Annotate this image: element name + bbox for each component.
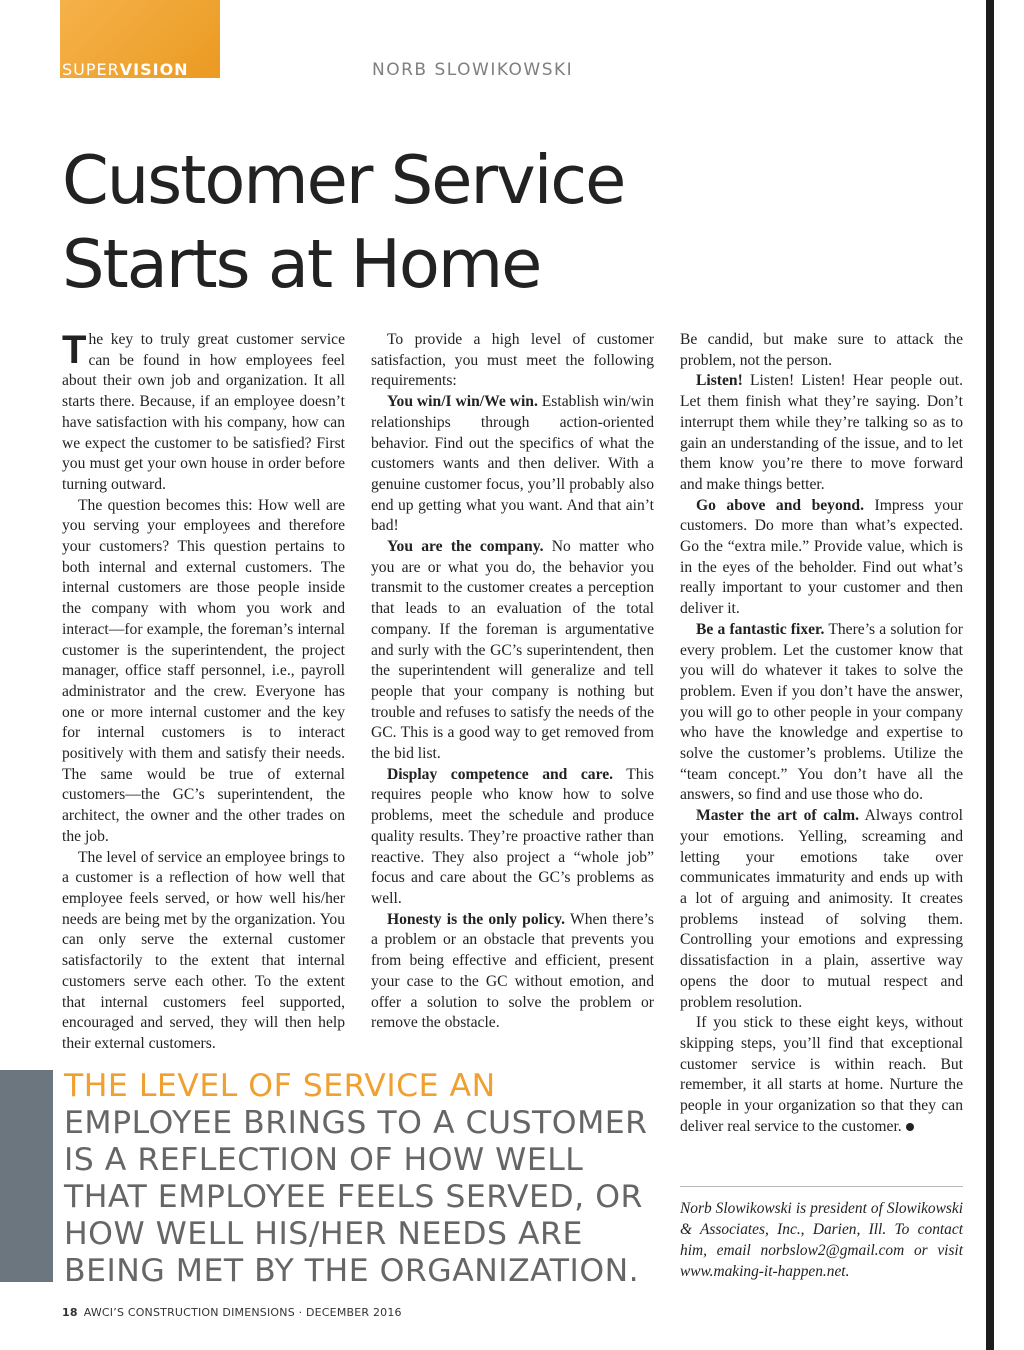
key-lead: Be a fantastic fixer.	[696, 620, 825, 638]
pullquote-text: EMPLOYEE BRINGS TO A CUSTOMER IS A REFLECTION OF HOW WELL THAT EMPLOYEE FEELS SERVED, OR HOW WELL HIS/HER NEEDS ARE BEING MET BY THE ORGANIZATION.	[64, 1105, 648, 1289]
paragraph-text: If you stick to these eight keys, without skipping steps, you’ll find that exceptional customer service is within reach. But remember, it all starts at home. Nurture the people in your organization so that they can deliver real service to the customer.	[680, 1014, 963, 1135]
paragraph-text: This requires people who know how to solve problems, meet the schedule and produce quality results. They’re proactive rather than reactive. They also project a “whole job” focus and care about the GC’s problems as well.	[371, 765, 654, 907]
title-line-1: Customer Service	[62, 141, 625, 219]
paragraph	[680, 496, 963, 620]
paragraph-text: Establish win/win relationships through action-oriented behavior. Find out the specifics of what the customers wants and then deliver. With a genuine customer focus, you’ll probably also end up getting what you want. And that ain’t bad!	[371, 393, 654, 535]
pullquote-accent: THE LEVEL OF SERVICE AN	[64, 1068, 496, 1104]
column-1	[62, 330, 345, 1055]
paragraph-text: Always control your emotions. Yelling, screaming and letting your emotions take over communicates immaturity and ends up with a lot of arguing and animosity. It creates problems instead of solving them. Controlling your emotions and expressing dissatisfaction in a plain, assertive way opens the door to mutual respect and problem resolution.	[680, 807, 963, 1011]
page-footer	[62, 1306, 402, 1319]
paragraph-text: Listen! Listen! Hear people out. Let them finish what they’re saying. Don’t interrupt them while they’re talking so as to gain an understanding of the issue, and to let them know you’re there to move forward and make things better.	[680, 372, 963, 493]
section-label	[62, 60, 189, 79]
paragraph: Be candid, but make sure to attack the problem, not the person.	[680, 331, 963, 369]
bio-divider	[680, 1186, 963, 1187]
column-2	[371, 330, 654, 1034]
paragraph	[680, 806, 963, 1013]
key-lead: Master the art of calm.	[696, 807, 860, 825]
author-bio: Norb Slowikowski is president of Slowikowski & Associates, Inc., Darien, Ill. To contact him, email norbslow2@gmail.com or visit www.making-it-happen.net.	[680, 1200, 963, 1280]
section-label-bold: VISION	[119, 60, 189, 79]
paragraph	[371, 392, 654, 537]
paragraph-text: When there’s a problem or an obstacle that prevents you from being effective and efficient, present your case to the GC without emotion, and offer a solution to solve the problem or remove the obstacle.	[371, 910, 654, 1032]
drop-cap: T	[62, 328, 87, 372]
paragraph: The level of service an employee brings to a customer is a reflection of how well that employee feels served, or how well his/her needs are being met by the organization. You can only serve the external customer satisfactorily to the extent that internal customers serve each other. To the extent that internal customers feel supported, encouraged and served, they will then help their external customers.	[62, 848, 345, 1052]
key-lead: Listen!	[696, 372, 743, 390]
paragraph	[680, 371, 963, 495]
publication-line: AWCI’S CONSTRUCTION DIMENSIONS · DECEMBER 2016	[83, 1306, 402, 1319]
key-lead: You win/I win/We win.	[387, 393, 538, 411]
key-lead: Go above and beyond.	[696, 496, 865, 514]
paragraph-text: Impress your customers. Do more than what’s expected. Go the “extra mile.” Provide value, which is in the eyes of the beholder. Find out what’s really important to your customer and then deliver it.	[680, 496, 963, 618]
page-edge-bar	[986, 0, 994, 1350]
pullquote-bar	[0, 1070, 53, 1282]
paragraph-text: No matter who you are or what you do, the behavior you transmit to the customer creates a perception that leads to an evaluation of the total company. If the foreman is argumentative and surly with the GC’s superintendent, then the superintendent will generalize and tell people that your company is nothing but trouble and refuses to satisfy the needs of the GC. This is a good way to get removed from the bid list.	[371, 538, 654, 763]
paragraph	[680, 1013, 963, 1137]
column-3	[680, 330, 963, 1137]
section-label-light: SUPER	[62, 60, 120, 79]
key-lead: Honesty is the only policy.	[387, 910, 566, 928]
end-mark-icon	[906, 1123, 914, 1131]
paragraph: To provide a high level of customer satisfaction, you must meet the following requirements:	[371, 331, 654, 390]
pullquote	[64, 1068, 664, 1290]
key-lead: You are the company.	[387, 538, 544, 556]
paragraph	[62, 330, 345, 496]
paragraph-text: There’s a solution for every problem. Let the customer know that you will do whatever it takes to solve the problem. Even if you don’t have the answer, you will go to other people in your company who have the knowledge and expertise to solve the customer’s problems. Utilize the “team concept.” You don’t have all the answers, so find and use those who do.	[680, 620, 963, 804]
author-byline: NORB SLOWIKOWSKI	[372, 60, 574, 80]
page-number: 18	[62, 1306, 78, 1319]
paragraph	[371, 765, 654, 910]
paragraph	[371, 537, 654, 765]
paragraph: The question becomes this: How well are you serving your employees and therefore your customers? This question pertains to both internal and external customers. The internal customers are those people inside the company with whom you work and interact—for example, the foreman’s internal customer is the superintendent, the project manager, office staff personnel, i.e., payroll administrator and the crew. Everyone has one or more internal customer and the key for internal customers is to interact positively with them and satisfy their needs. The same would be true of external customers—the GC’s superintendent, the architect, the owner and the other trades on the job.	[62, 496, 345, 845]
paragraph-text: he key to truly great customer service can be found in how employees feel about their own job and organization. It all starts there. Because, if an employee doesn’t have satisfaction with his company, how can we expect the customer to be satisfied? First you must get your own house in order before turning outward.	[62, 331, 345, 493]
paragraph	[371, 910, 654, 1034]
title-line-2: Starts at Home	[62, 225, 541, 303]
article-title	[62, 138, 782, 306]
paragraph	[680, 620, 963, 806]
key-lead: Display competence and care.	[387, 765, 614, 783]
